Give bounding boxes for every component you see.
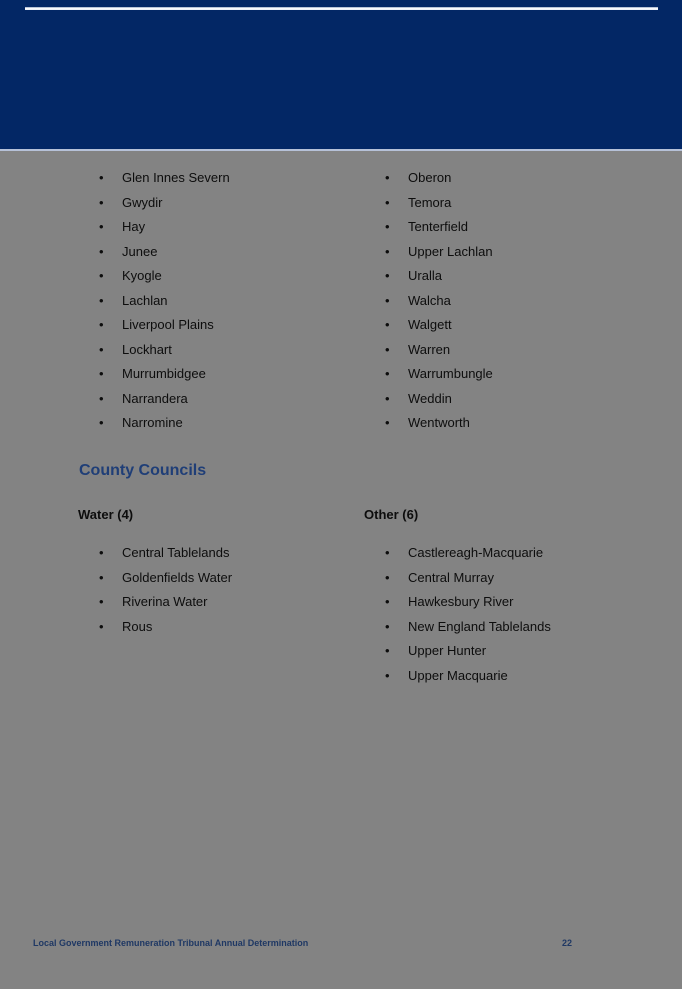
list-item: • Tenterfield [382,215,493,240]
list-item: • New England Tablelands [382,615,551,640]
shire-list-left-column [96,166,230,436]
list-item: • Lachlan [96,289,230,314]
shire-list-right-column [382,166,493,436]
list-item: • Central Murray [382,566,551,591]
list-item: • Kyogle [96,264,230,289]
list-item: • Riverina Water [96,590,232,615]
water-councils-heading: Water (4) [78,507,134,522]
list-item: • Narrandera [96,387,230,412]
list-item: • Central Tablelands [96,541,232,566]
list-item: • Walcha [382,289,493,314]
list-item: • Hay [96,215,230,240]
list-item: • Temora [382,191,493,216]
page-number: 22 [562,938,573,948]
header-band [0,0,682,149]
list-item: • Lockhart [96,338,230,363]
other-councils-heading: Other (6) [364,507,419,522]
water-councils-list [96,541,232,639]
list-item: • Junee [96,240,230,265]
list-item: • Castlereagh-Macquarie [382,541,551,566]
list-item: • Walgett [382,313,493,338]
header-rule [25,7,658,10]
page-footer [0,938,682,952]
header-divider [0,149,682,151]
footer-document-title: Local Government Remuneration Tribunal Annual Determination [33,938,309,948]
list-item: • Upper Hunter [382,639,551,664]
other-councils-list [382,541,551,688]
list-item: • Oberon [382,166,493,191]
list-item: • Glen Innes Severn [96,166,230,191]
list-item: • Goldenfields Water [96,566,232,591]
list-item: • Rous [96,615,232,640]
list-item: • Narromine [96,411,230,436]
list-item: • Upper Macquarie [382,664,551,689]
list-item: • Hawkesbury River [382,590,551,615]
list-item: • Warrumbungle [382,362,493,387]
list-item: • Weddin [382,387,493,412]
list-item: • Uralla [382,264,493,289]
section-title-county-councils: County Councils [79,462,207,479]
list-item: • Murrumbidgee [96,362,230,387]
list-item: • Upper Lachlan [382,240,493,265]
list-item: • Liverpool Plains [96,313,230,338]
list-item: • Gwydir [96,191,230,216]
list-item: • Warren [382,338,493,363]
list-item: • Wentworth [382,411,493,436]
